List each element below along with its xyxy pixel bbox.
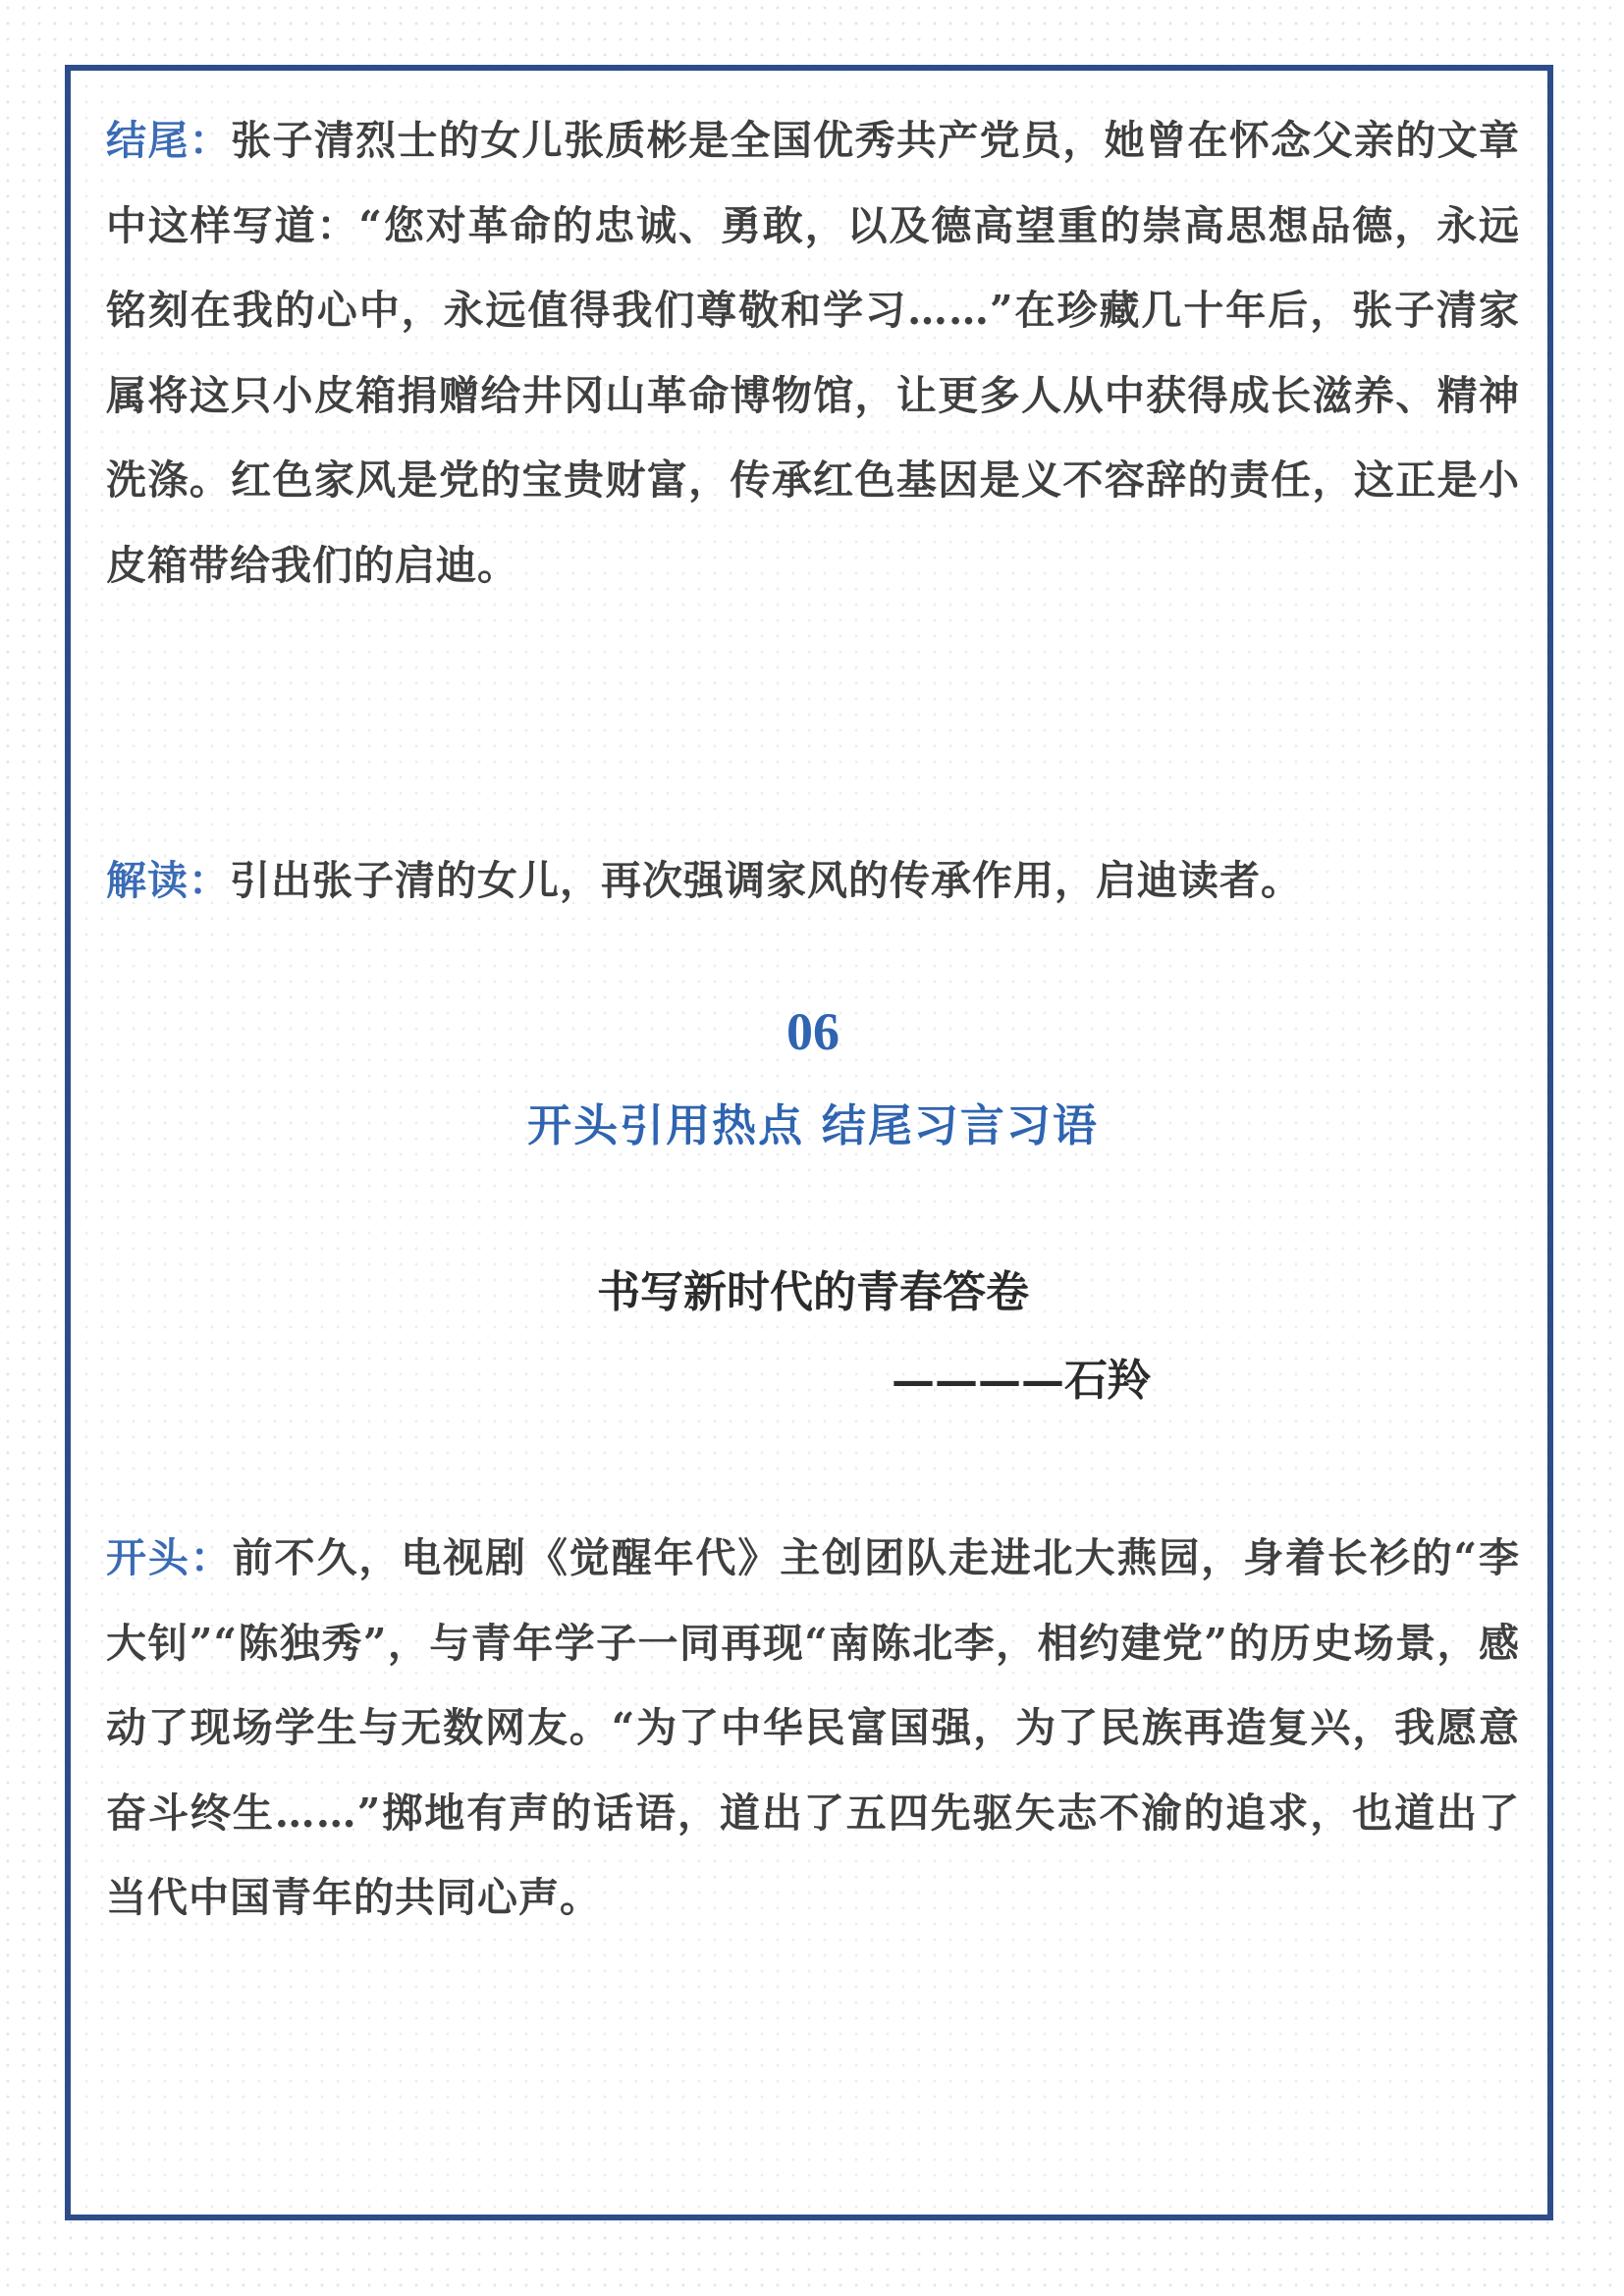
interpretation-text: 引出张子清的女儿，再次强调家风的传承作用，启迪读者。 <box>230 857 1302 904</box>
ending-label: 结尾： <box>106 117 232 164</box>
opening-label: 开头： <box>106 1534 233 1581</box>
ending-paragraph <box>106 98 1520 608</box>
opening-paragraph <box>106 1516 1520 1941</box>
page-frame <box>65 65 1553 2220</box>
essay-title: 书写新时代的青春答卷 <box>597 1267 1029 1317</box>
ending-text: 张子清烈士的女儿张质彬是全国优秀共产党员，她曾在怀念父亲的文章中这样写道：“您对革命的忠诚、勇敢，以及德高望重的崇高思想品德，永远铭刻在我的心中，永远值得我们尊敬和学习……”在珍藏几十年后，张子清家属将这只小皮箱捐赠给井冈山革命博物馆，让更多人从中获得成长滋养、精神洗涤。红色家风是党的宝贵财富，传承红色基因是义不容辞的责任，这正是小皮箱带给我们的启迪。 <box>106 117 1520 589</box>
section-number: 06 <box>786 1002 839 1061</box>
interpretation-label: 解读： <box>106 857 230 904</box>
interpretation-paragraph <box>106 838 1520 924</box>
section-title: 开头引用热点 结尾习言习语 <box>527 1099 1099 1151</box>
essay-author: ————石羚 <box>892 1356 1151 1406</box>
opening-text: 前不久，电视剧《觉醒年代》主创团队走进北大燕园，身着长衫的“李大钊”“陈独秀”，与青年学子一同再现“南陈北李，相约建党”的历史场景，感动了现场学生与无数网友。“为了中华民富国强，为了民族再造复兴，我愿意奋斗终生……”掷地有声的话语，道出了五四先驱矢志不渝的追求，也道出了当代中国青年的共同心声。 <box>106 1534 1521 1921</box>
